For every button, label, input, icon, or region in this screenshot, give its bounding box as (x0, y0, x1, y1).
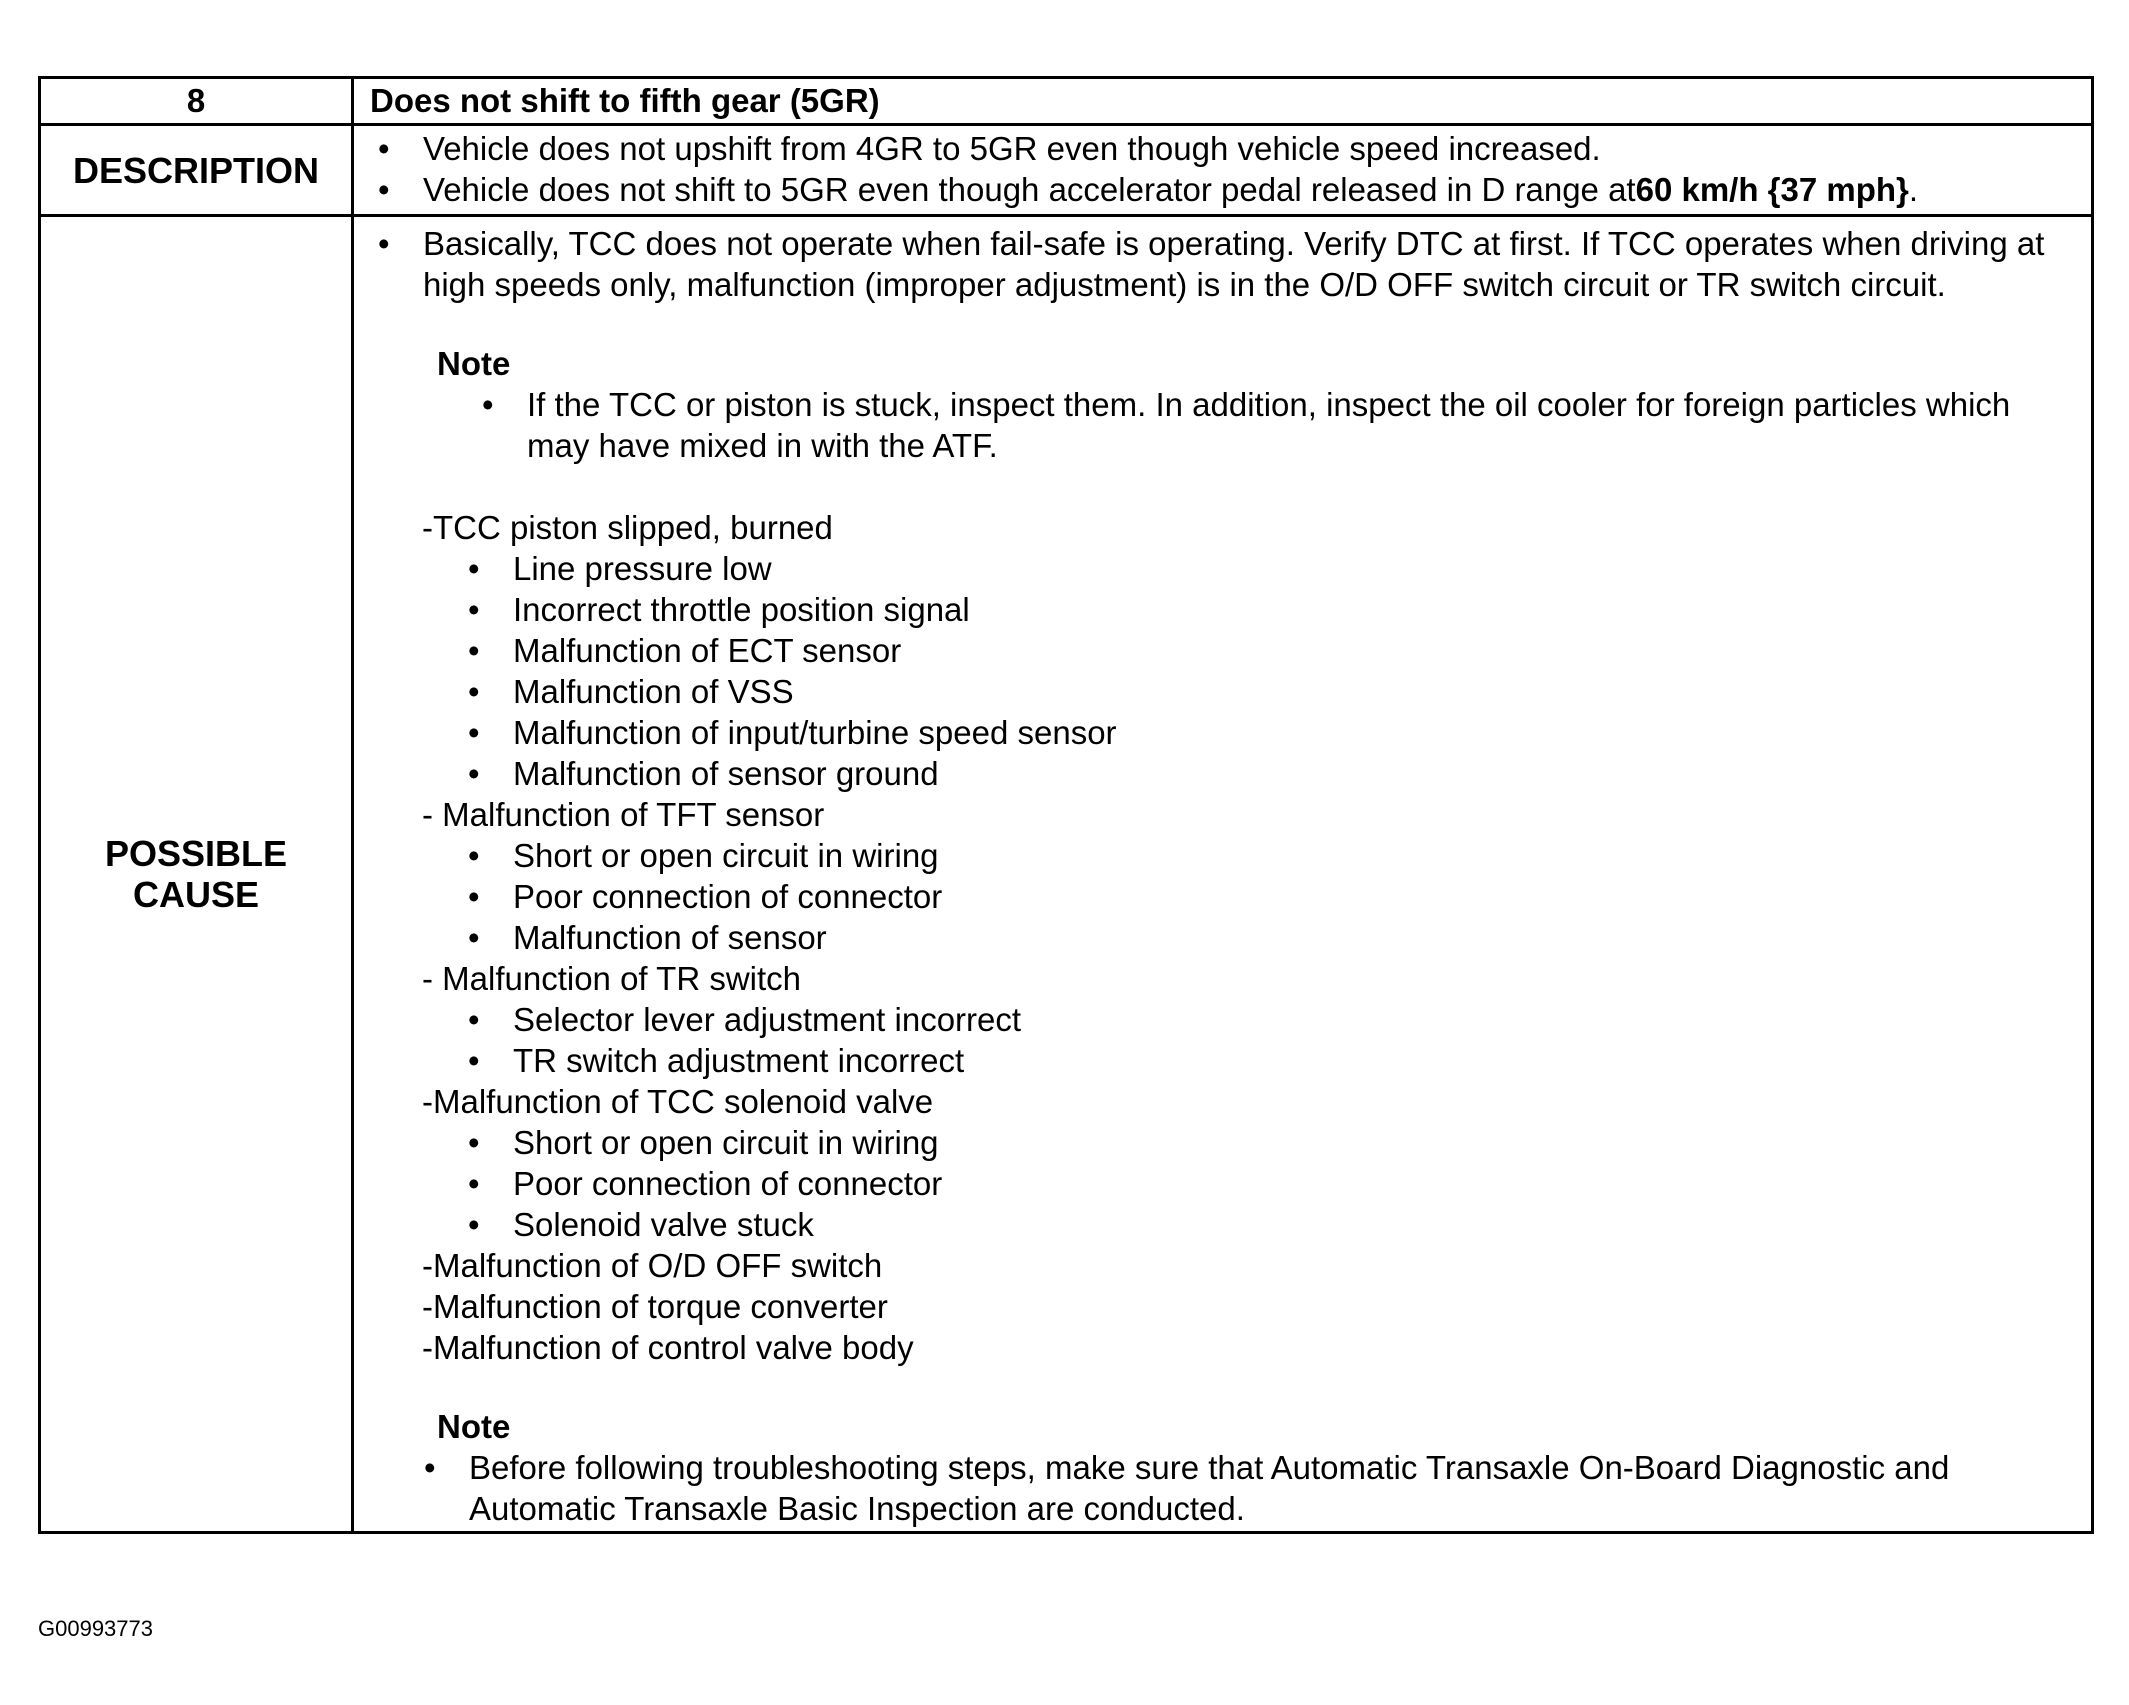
description-item-text: Vehicle does not shift to 5GR even though accelerator pedal released in D range at (423, 171, 1636, 208)
cause-sub-item-text: Malfunction of sensor (513, 919, 827, 956)
possible-cause-label (40, 216, 353, 1533)
cause-sub-item (354, 1040, 2081, 1081)
cause-sub-item-text: Poor connection of connector (513, 878, 943, 915)
cause-sub-item (354, 1204, 2081, 1245)
description-row (40, 125, 2093, 216)
bullet-icon: • (468, 1165, 480, 1202)
cause-lead-text: Basically, TCC does not operate when fail-safe is operating. Verify DTC at first. If TCC operates when driving at high speeds only, malfunction (improper adjustment) is in the O/D OFF switch circuit or TR switch circuit. (423, 225, 2045, 303)
bullet-icon: • (482, 386, 494, 423)
cause-sub-item (354, 712, 2081, 753)
note-title: Note (437, 345, 511, 382)
cause-sub-item-text: Malfunction of VSS (513, 673, 794, 710)
cause-sub-item-text: Short or open circuit in wiring (513, 1124, 939, 1161)
cause-sub-item-text: Malfunction of sensor ground (513, 755, 939, 792)
cause-group-title: -TCC piston slipped, burned (422, 509, 833, 546)
possible-cause-content (353, 216, 2093, 1533)
cause-sub-item-text: Solenoid valve stuck (513, 1206, 814, 1243)
cause-sub-item-text: Malfunction of input/turbine speed sensor (513, 714, 1117, 751)
cause-sub-item (354, 671, 2081, 712)
cause-group-title: -Malfunction of O/D OFF switch (422, 1247, 883, 1284)
description-content (353, 125, 2093, 216)
description-item (354, 128, 2091, 169)
bullet-icon: • (468, 1001, 480, 1038)
bullet-icon: • (378, 171, 390, 208)
speed-suffix: . (1908, 171, 1919, 208)
cause-sub-item-text: TR switch adjustment incorrect (513, 1042, 965, 1079)
cause-sub-item (354, 999, 2081, 1040)
bullet-icon: • (468, 1206, 480, 1243)
description-label: DESCRIPTION (40, 125, 353, 216)
cause-group-title: -Malfunction of torque converter (422, 1288, 888, 1325)
possible-cause-row (40, 216, 2093, 1533)
cause-group-title: - Malfunction of TR switch (422, 960, 802, 997)
cause-sub-item-text: Malfunction of ECT sensor (513, 632, 902, 669)
note-item-text: Before following troubleshooting steps, make sure that Automatic Transaxle On-Board Diagnostic and Automatic Transaxle Basic Inspection are conducted. (469, 1449, 1950, 1527)
bullet-icon: • (468, 673, 480, 710)
bullet-icon: • (378, 225, 390, 262)
cause-sub-item-text: Incorrect throttle position signal (513, 591, 970, 628)
cause-sub-item (354, 917, 2081, 958)
bullet-icon: • (378, 130, 390, 167)
bullet-icon: • (468, 1042, 480, 1079)
cause-lead-item (354, 223, 2081, 305)
bullet-icon: • (468, 550, 480, 587)
note-title: Note (437, 1408, 511, 1445)
cause-sub-item (354, 1163, 2081, 1204)
cause-sub-item (354, 835, 2081, 876)
cause-sub-item-text: Short or open circuit in wiring (513, 837, 939, 874)
cause-group-title: -Malfunction of TCC solenoid valve (422, 1083, 934, 1120)
cause-sub-item (354, 630, 2081, 671)
bullet-icon: • (468, 714, 480, 751)
cause-sub-item (354, 548, 2081, 589)
figure-id: G00993773 (38, 1616, 153, 1641)
bullet-icon: • (468, 1124, 480, 1161)
cause-sub-item-text: Poor connection of connector (513, 1165, 943, 1202)
bullet-icon: • (468, 755, 480, 792)
cause-sub-item-text: Selector lever adjustment incorrect (513, 1001, 1022, 1038)
description-item (354, 169, 2091, 210)
header-row (40, 78, 2093, 125)
cause-sub-item (354, 1122, 2081, 1163)
cause-group-title: -Malfunction of control valve body (422, 1329, 914, 1366)
symptom-title: Does not shift to fifth gear (5GR) (353, 78, 2093, 125)
cause-group-title: - Malfunction of TFT sensor (422, 796, 825, 833)
troubleshooting-table (38, 76, 2094, 1534)
bullet-icon: • (468, 591, 480, 628)
cause-sub-item (354, 876, 2081, 917)
speed-value: 60 km/h {37 mph} (1635, 171, 1909, 208)
symptom-number: 8 (40, 78, 353, 125)
cause-sub-item (354, 589, 2081, 630)
bullet-icon: • (468, 837, 480, 874)
bullet-icon: • (468, 878, 480, 915)
description-item-text: Vehicle does not upshift from 4GR to 5GR even though vehicle speed increased. (423, 130, 1601, 167)
cause-list (354, 507, 2081, 1368)
bullet-icon: • (424, 1449, 436, 1486)
note-item (354, 1447, 2081, 1529)
note-item (354, 384, 2081, 466)
possible-cause-label-line2: CAUSE (132, 874, 260, 915)
cause-sub-item (354, 753, 2081, 794)
bullet-icon: • (468, 919, 480, 956)
cause-sub-item-text: Line pressure low (513, 550, 772, 587)
possible-cause-label-line1: POSSIBLE (104, 833, 288, 874)
note-item-text: If the TCC or piston is stuck, inspect them. In addition, inspect the oil cooler for foreign particles which may have mixed in with the ATF. (527, 386, 2011, 464)
bullet-icon: • (468, 632, 480, 669)
